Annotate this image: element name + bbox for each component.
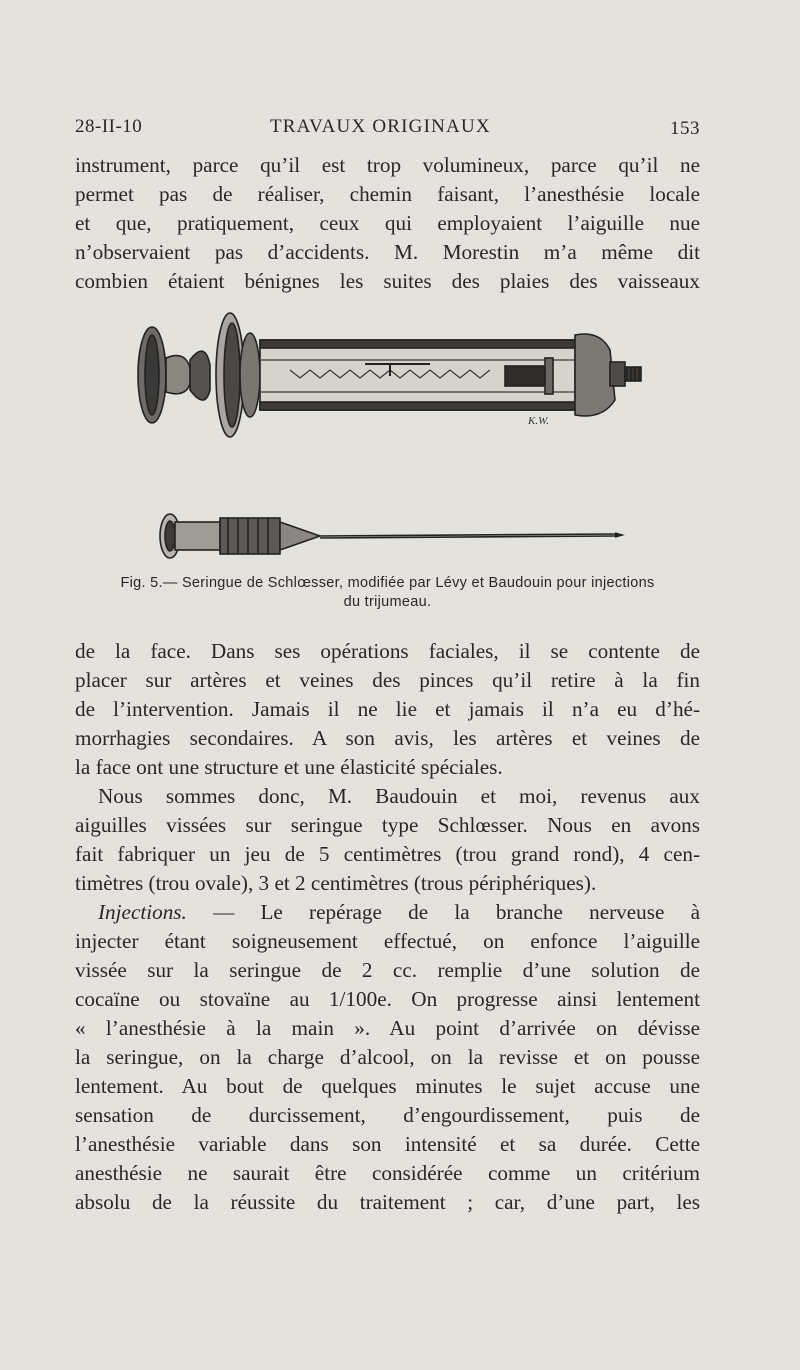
- text-line: combien étaient bénignes les suites des plaies des vaisseaux: [75, 269, 700, 293]
- syringe-illustration: [110, 300, 650, 575]
- text-line: la face ont une structure et une élasticité spéciales.: [75, 755, 503, 779]
- text-line: « l’anesthésie à la main ». Au point d’arrivée on dévisse: [75, 1016, 700, 1040]
- text-line: lentement. Au bout de quelques minutes le sujet accuse une: [75, 1074, 700, 1098]
- running-header: [75, 116, 700, 144]
- caption-line: Fig. 5.— Seringue de Schlœsser, modifiée par Lévy et Baudouin pour injections: [120, 575, 655, 591]
- paragraph-injections: [75, 898, 700, 1217]
- text-line: injecter étant soigneusement effectué, on enfonce l’aiguille: [75, 929, 700, 953]
- text-line: aiguilles vissées sur seringue type Schlœsser. Nous en avons: [75, 813, 700, 837]
- header-title: TRAVAUX ORIGINAUX: [270, 116, 491, 137]
- syringe-needle: [160, 514, 622, 558]
- text-line: cocaïne ou stovaïne au 1/100e. On progresse ainsi lentement: [75, 987, 700, 1011]
- page-number: 153: [670, 118, 700, 139]
- text-line: placer sur artères et veines des pinces qu’il retire à la fin: [75, 668, 700, 692]
- paragraph-top: [75, 151, 700, 296]
- text-line: fait fabriquer un jeu de 5 centimètres (trou grand rond), 4 cen-: [75, 842, 700, 866]
- text-line: sensation de durcissement, d’engourdissement, puis de: [75, 1103, 700, 1127]
- engraver-signature: K.W.: [528, 415, 549, 427]
- paragraph-face: [75, 637, 700, 782]
- text-line: [75, 898, 700, 927]
- text-line: de l’intervention. Jamais il ne lie et jamais il n’a eu d’hé-: [75, 697, 700, 721]
- text-line: et que, pratiquement, ceux qui employaient l’aiguille nue: [75, 211, 700, 235]
- text-line: Nous sommes donc, M. Baudouin et moi, revenus aux: [98, 784, 700, 808]
- text-line: permet pas de réaliser, chemin faisant, l’anesthésie locale: [75, 182, 700, 206]
- text-line: n’observaient pas d’accidents. M. Morestin m’a même dit: [75, 240, 700, 264]
- text-line: instrument, parce qu’il est trop volumineux, parce qu’il ne: [75, 153, 700, 177]
- text-line: morrhagies secondaires. A son avis, les artères et veines de: [75, 726, 700, 750]
- text-line: absolu de la réussite du traitement ; car, d’une part, les: [75, 1190, 700, 1214]
- header-date: 28-II-10: [75, 116, 143, 137]
- paragraph-needles: [75, 782, 700, 898]
- text-line: l’anesthésie variable dans son intensité et sa durée. Cette: [75, 1132, 700, 1156]
- figure-caption: [75, 574, 700, 612]
- text-line: anesthésie ne saurait être considérée comme un critérium: [75, 1161, 700, 1185]
- text-line: la seringue, on la charge d’alcool, on la revisse et on pousse: [75, 1045, 700, 1069]
- text-fragment: — Le repérage de la branche nerveuse à: [186, 900, 700, 924]
- text-line: de la face. Dans ses opérations faciales, il se contente de: [75, 639, 700, 663]
- text-line: timètres (trou ovale), 3 et 2 centimètres (trous périphériques).: [75, 871, 597, 895]
- text-line: vissée sur la seringue de 2 cc. remplie d’une solution de: [75, 958, 700, 982]
- syringe-body: [138, 313, 641, 437]
- section-heading: Injections.: [98, 900, 187, 924]
- caption-line: du trijumeau.: [343, 594, 432, 610]
